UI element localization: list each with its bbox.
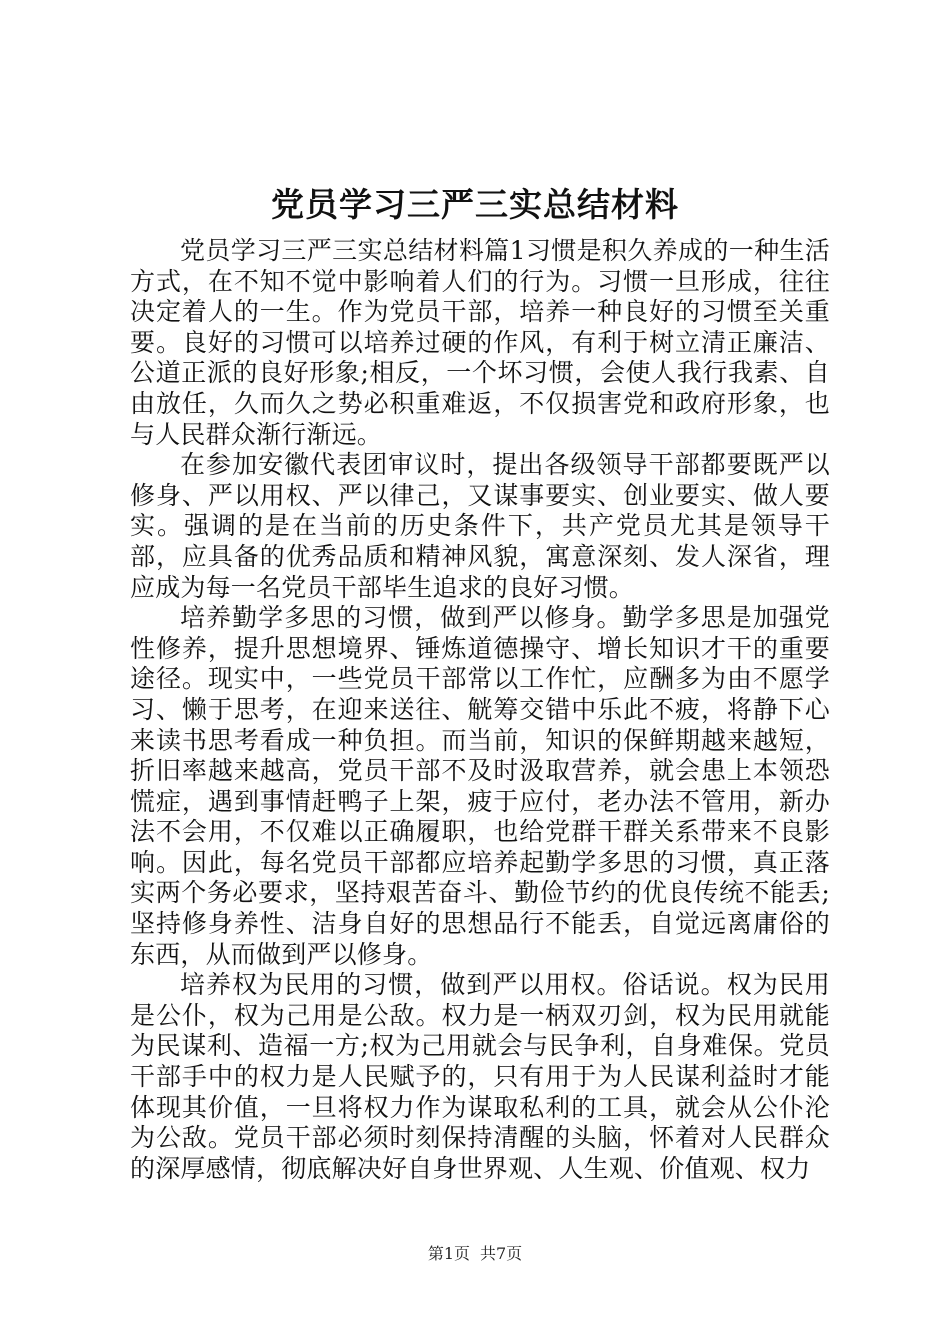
paragraph-4: 培养权为民用的习惯，做到严以用权。俗话说。权为民用是公仆，权为己用是公敌。权力是一柄双刃剑，权为民用就能为民谋利、造福一方;权为己用就会与民争利，自身难保。党员干部手中的权力是人民赋予的，只有用于为人民谋利益时才能体现其价值，一旦将权力作为谋取私利的工具，就会从公仆沦为公敌。党员干部必须时刻保持清醒的头脑，怀着对人民群众的深厚感情，彻底解决好自身世界观、人生观、价值观、权力 (130, 970, 830, 1183)
document-title: 党员学习三严三实总结材料 (271, 185, 679, 224)
page-total: 共7页 (480, 1244, 523, 1263)
page-footer (0, 1244, 950, 1264)
document-body (130, 236, 830, 1184)
page-number: 第1页 (427, 1244, 470, 1263)
paragraph-1: 党员学习三严三实总结材料篇1习惯是积久养成的一种生活方式，在不知不觉中影响着人们的行为。习惯一旦形成，往往决定着人的一生。作为党员干部，培养一种良好的习惯至关重要。良好的习惯可以培养过硬的作风，有利于树立清正廉洁、公道正派的良好形象;相反，一个坏习惯，会使人我行我素、自由放任，久而久之势必积重难返，不仅损害党和政府形象，也与人民群众渐行渐远。 (130, 236, 830, 449)
paragraph-2: 在参加安徽代表团审议时，提出各级领导干部都要既严以修身、严以用权、严以律己，又谋事要实、创业要实、做人要实。强调的是在当前的历史条件下，共产党员尤其是领导干部，应具备的优秀品质和精神风貌，寓意深刻、发人深省，理应成为每一名党员干部毕生追求的良好习惯。 (130, 450, 830, 602)
paragraph-3: 培养勤学多思的习惯，做到严以修身。勤学多思是加强党性修养，提升思想境界、锤炼道德操守、增长知识才干的重要途径。现实中，一些党员干部常以工作忙，应酬多为由不愿学习、懒于思考，在迎来送往、觥筹交错中乐此不疲，将静下心来读书思考看成一种负担。而当前，知识的保鲜期越来越短，折旧率越来越高，党员干部不及时汲取营养，就会患上本领恐慌症，遇到事情赶鸭子上架，疲于应付，老办法不管用，新办法不会用，不仅难以正确履职，也给党群干群关系带来不良影响。因此，每名党员干部都应培养起勤学多思的习惯，真正落实两个务必要求，坚持艰苦奋斗、勤俭节约的优良传统不能丢;坚持修身养性、洁身自好的思想品行不能丢，自觉远离庸俗的东西，从而做到严以修身。 (130, 603, 830, 969)
